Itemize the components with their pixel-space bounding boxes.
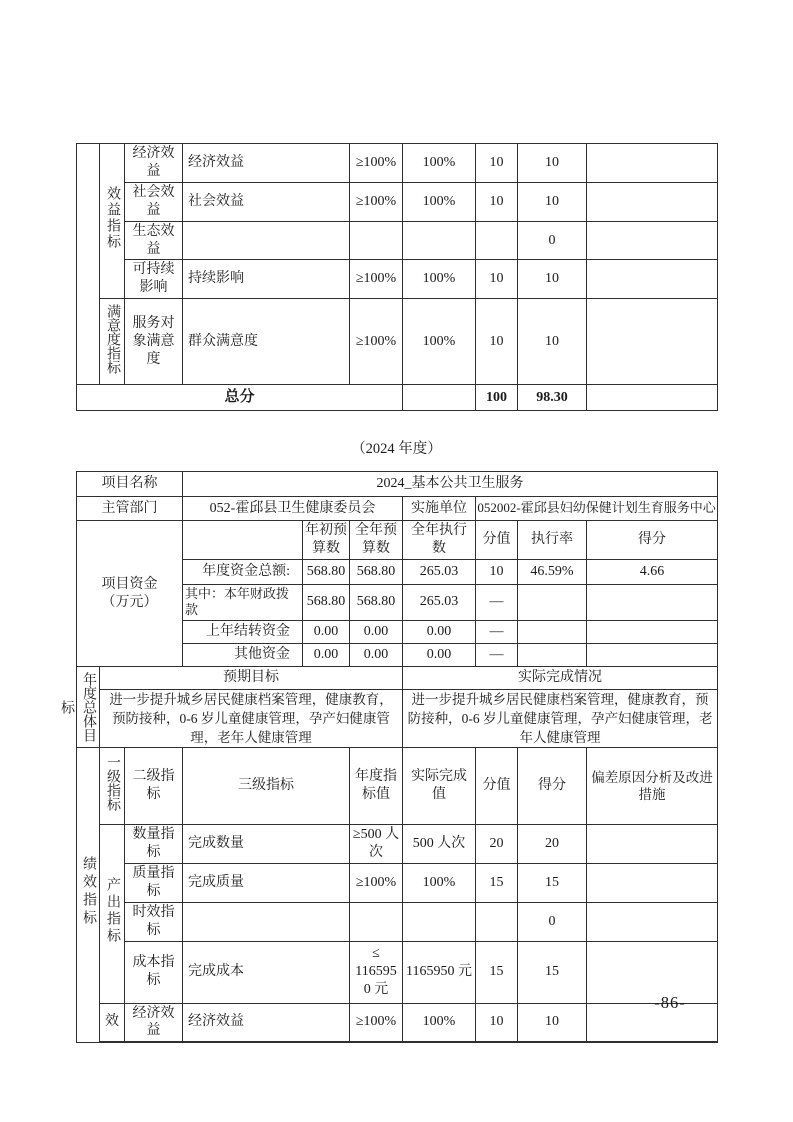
got-score-cell: 15 [518,941,587,1003]
fund-exec-cell: 0.00 [403,644,476,667]
perf-col-l3: 三级指标 [183,748,350,825]
actual-value-cell: 100% [403,260,476,299]
fund-exec-cell: 0.00 [403,621,476,644]
l2-indicator-cell: 质量指标 [125,863,183,902]
fund-full-cell: 568.80 [350,559,403,584]
l3-indicator-cell: 经济效益 [183,1003,350,1042]
fund-rate-cell [518,644,587,667]
project-name-label: 项目名称 [77,472,183,497]
annual-goal-label-cell [59,667,100,748]
actual-value-cell: 100% [403,1003,476,1042]
fund-begin-cell: 568.80 [303,559,350,584]
perf-row [77,902,718,941]
table-row [77,260,718,299]
total-got-cell: 98.30 [518,385,587,411]
level1-indicator-empty-cell [77,144,100,385]
score-summary-table [76,143,718,411]
deviation-cell [587,863,718,902]
fund-row-label: 年度资金总额: [183,559,303,584]
l3-indicator-cell: 完成成本 [183,941,350,1003]
fund-score-cell: — [476,621,518,644]
actual-value-cell: 1165950 元 [403,941,476,1003]
target-value-cell: ≥100% [350,144,403,183]
actual-completion-text: 进一步提升城乡居民健康档案管理，健康教育，预防接种，0-6 岁儿童健康管理，孕产妇健康管理，老年人健康管理 [403,690,718,748]
page-number: -86- [654,993,686,1012]
perf-indicator-cell [77,748,100,1043]
fund-got-cell [587,584,718,620]
benefit-group-cell [100,144,125,299]
perf-indicator-label: 绩效指标 [81,855,96,928]
unit-value: 052002-霍邱县妇幼保健计划生育服务中心 [476,497,718,521]
got-score-cell: 10 [518,144,587,183]
project-name-row [77,472,718,497]
perf-col-l2: 二级指标 [125,748,183,825]
score-cell: 15 [476,863,518,902]
deviation-cell [587,902,718,941]
score-cell: 10 [476,182,518,221]
score-cell: 20 [476,825,518,864]
fund-begin-cell: 568.80 [303,584,350,620]
fund-col-exec-rate: 执行率 [518,521,587,560]
l2-indicator-cell: 成本指标 [125,941,183,1003]
output-group-label: 产出指标 [105,876,120,945]
got-score-cell: 10 [518,299,587,385]
l3-indicator-cell: 群众满意度 [183,299,350,385]
l2-indicator-cell: 经济效益 [125,144,183,183]
total-label-cell: 总分 [77,385,403,411]
actual-value-cell: 100% [403,863,476,902]
fund-got-cell: 4.66 [587,559,718,584]
l3-indicator-cell: 完成质量 [183,863,350,902]
fund-sublabel-empty-cell [183,521,303,560]
dept-value: 052-霍邱县卫生健康委员会 [183,497,403,521]
fund-rate-cell [518,584,587,620]
benefit-group-label: 效益指标 [105,186,120,251]
target-value-cell: ≥100% [350,1003,403,1042]
total-score-cell: 100 [476,385,518,411]
perf-col-l1-label: 一级指标 [105,755,120,812]
got-score-cell: 10 [518,1003,587,1042]
fund-col-executed: 全年执行数 [403,521,476,560]
target-value-cell: ≥100% [350,299,403,385]
benefit-group-partial-cell: 效 [100,1003,125,1042]
fund-score-cell: 10 [476,559,518,584]
actual-value-cell [403,221,476,260]
table-row [77,144,718,183]
perf-col-target: 年度指标值 [350,748,403,825]
perf-col-l1-cell [100,748,125,825]
score-cell: 10 [476,144,518,183]
department-row [77,497,718,521]
got-score-cell: 20 [518,825,587,864]
satisfaction-group-cell [100,299,125,385]
perf-col-score: 分值 [476,748,518,825]
expected-goal-header: 预期目标 [100,667,403,690]
fund-begin-cell: 0.00 [303,644,350,667]
fund-header-row [77,521,718,560]
l3-indicator-cell: 完成数量 [183,825,350,864]
target-value-cell: ≥500 人次 [350,825,403,864]
perf-row [77,1003,718,1042]
fund-full-cell: 0.00 [350,621,403,644]
l3-indicator-cell: 持续影响 [183,260,350,299]
deviation-cell [587,825,718,864]
score-cell: 15 [476,941,518,1003]
expected-goal-text: 进一步提升城乡居民健康档案管理，健康教育，预防接种，0-6 岁儿童健康管理，孕产妇健康管理，老年人健康管理 [100,690,403,748]
l2-indicator-cell: 可持续影响 [125,260,183,299]
l3-indicator-cell: 经济效益 [183,144,350,183]
actual-value-cell: 100% [403,144,476,183]
l2-indicator-cell: 经济效益 [125,1003,183,1042]
target-value-cell: ≤ 1165950 元 [350,941,403,1003]
table-row [77,299,718,385]
score-cell: 10 [476,299,518,385]
score-cell [476,902,518,941]
project-name-value: 2024_基本公共卫生服务 [183,472,718,497]
perf-row [77,825,718,864]
perf-header-row [77,748,718,825]
actual-value-cell: 500 人次 [403,825,476,864]
project-performance-table [59,471,718,1043]
goal-text-row [77,690,718,748]
l2-indicator-cell: 社会效益 [125,182,183,221]
fund-score-cell: — [476,584,518,620]
year-title: （2024 年度） [351,441,442,457]
fund-exec-cell: 265.03 [403,584,476,620]
total-remark-cell [587,385,718,411]
perf-row [77,863,718,902]
deviation-cell [587,182,718,221]
l2-indicator-cell: 数量指标 [125,825,183,864]
fund-row-label: 其中：本年财政拨款 [183,584,303,620]
target-value-cell: ≥100% [350,260,403,299]
fund-full-cell: 568.80 [350,584,403,620]
fund-col-score: 分值 [476,521,518,560]
fund-score-cell: — [476,644,518,667]
output-group-cell [100,825,125,1003]
fund-col-got: 得分 [587,521,718,560]
goal-header-row [77,667,718,690]
target-value-cell: ≥100% [350,182,403,221]
fund-rate-cell [518,621,587,644]
perf-col-deviation: 偏差原因分析及改进措施 [587,748,718,825]
table-row [77,182,718,221]
l2-indicator-cell: 服务对象满意度 [125,299,183,385]
target-value-cell [350,902,403,941]
deviation-cell [587,221,718,260]
actual-value-cell [403,902,476,941]
fund-row-label: 上年结转资金 [183,621,303,644]
target-value-cell: ≥100% [350,863,403,902]
perf-row [77,941,718,1003]
got-score-cell: 10 [518,182,587,221]
l2-indicator-cell: 生态效益 [125,221,183,260]
fund-got-cell [587,644,718,667]
deviation-cell [587,260,718,299]
annual-goal-label: 年度总体目标 [59,672,96,743]
perf-col-actual: 实际完成值 [403,748,476,825]
got-score-cell: 15 [518,863,587,902]
table-row [77,221,718,260]
perf-col-got: 得分 [518,748,587,825]
total-actual-empty-cell [403,385,476,411]
got-score-cell: 0 [518,902,587,941]
deviation-cell [587,144,718,183]
fund-rate-cell: 46.59% [518,559,587,584]
fund-full-cell: 0.00 [350,644,403,667]
fund-got-cell [587,621,718,644]
l3-indicator-cell [183,221,350,260]
got-score-cell: 0 [518,221,587,260]
score-cell: 10 [476,1003,518,1042]
unit-label: 实施单位 [403,497,476,521]
fund-exec-cell: 265.03 [403,559,476,584]
score-cell: 10 [476,260,518,299]
actual-completion-header: 实际完成情况 [403,667,718,690]
satisfaction-group-label: 满意度指标 [105,303,120,374]
l2-indicator-cell: 时效指标 [125,902,183,941]
fund-label-cell: 项目资金（万元） [77,521,183,667]
l3-indicator-cell: 社会效益 [183,182,350,221]
total-row [77,385,718,411]
target-value-cell [350,221,403,260]
actual-value-cell: 100% [403,182,476,221]
fund-row-label: 其他资金 [183,644,303,667]
score-cell [476,221,518,260]
fund-begin-cell: 0.00 [303,621,350,644]
got-score-cell: 10 [518,260,587,299]
deviation-cell [587,299,718,385]
l3-indicator-cell [183,902,350,941]
actual-value-cell: 100% [403,299,476,385]
fund-col-full-budget: 全年预算数 [350,521,403,560]
dept-label: 主管部门 [77,497,183,521]
fund-col-begin-budget: 年初预算数 [303,521,350,560]
